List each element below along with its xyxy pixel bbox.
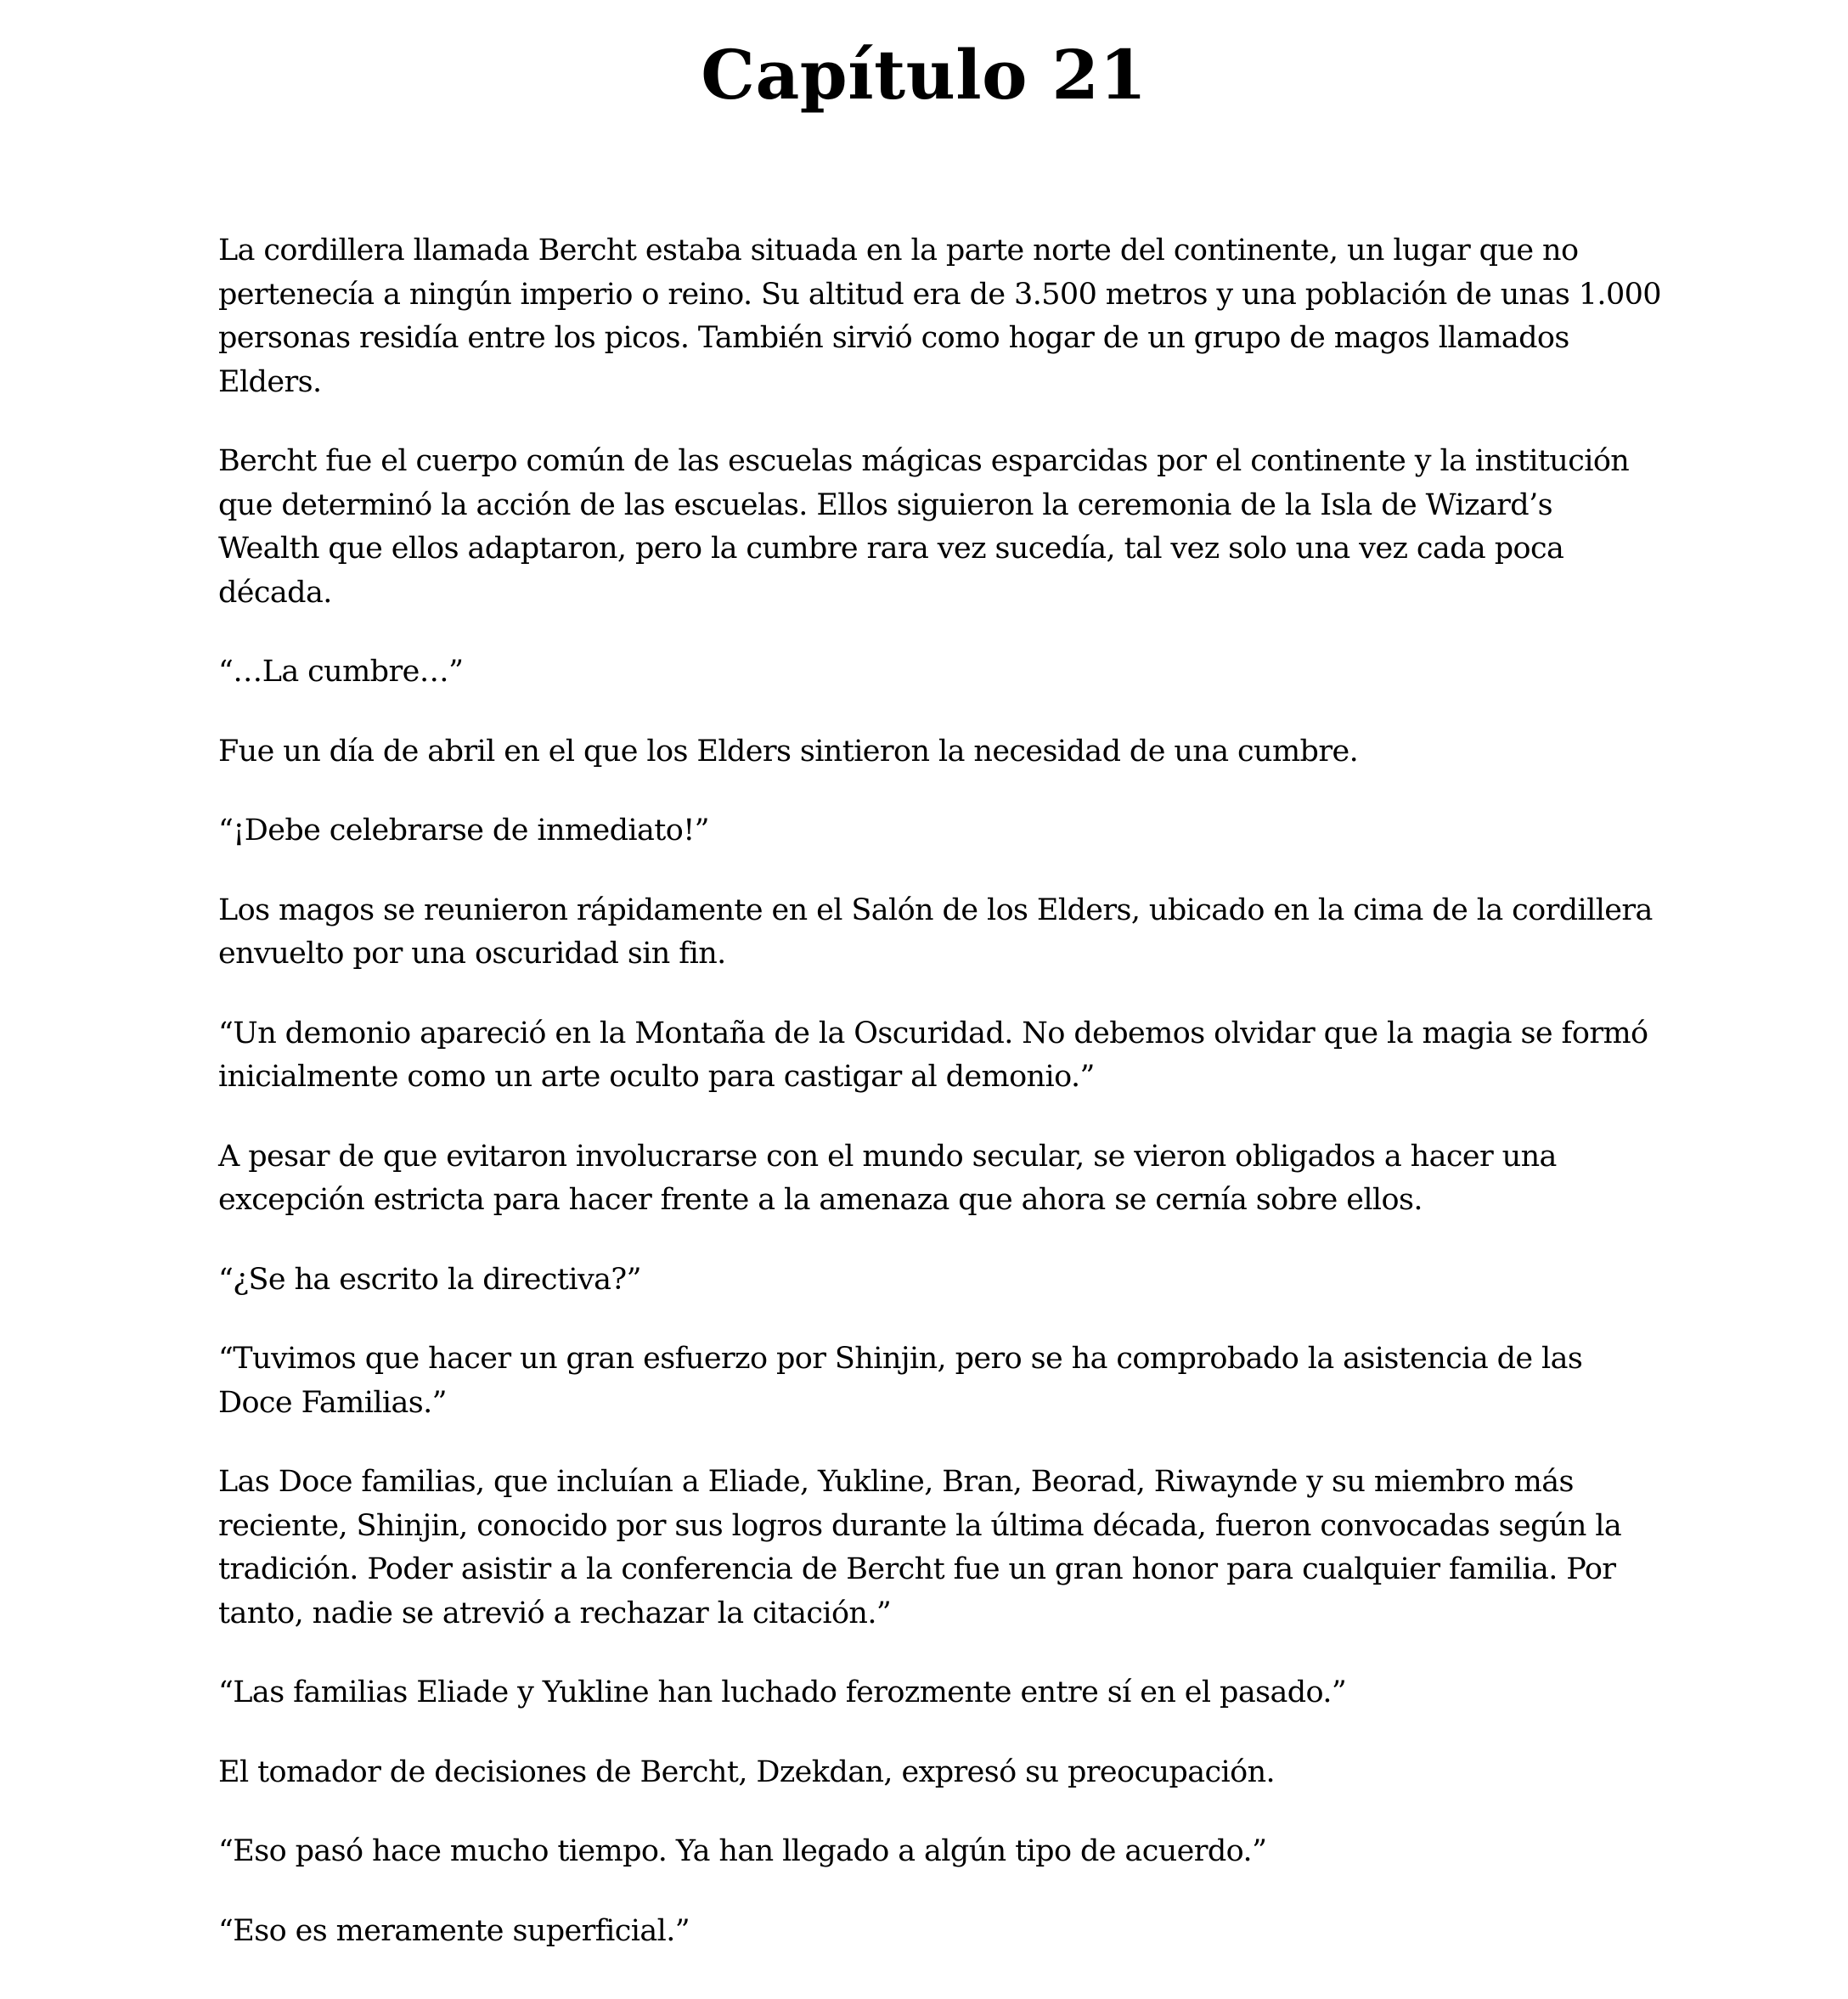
dialogue-line: “¿Se ha escrito la directiva?”: [218, 1262, 641, 1297]
paragraph: El tomador de decisiones de Bercht, Dzekdan, expresó su preocupación.: [218, 1754, 1276, 1789]
dialogue-line: “Las familias Eliade y Yukline han luchado ferozmente entre sí en el pasado.”: [218, 1675, 1347, 1709]
paragraph: A pesar de que evitaron involucrarse con el mundo secular, se vieron obligados a hacer una excepción estricta para hacer frente a la amenaza que ahora se cernía sobre ellos.: [218, 1139, 1557, 1217]
chapter-title: Capítulo 21: [701, 35, 1147, 115]
dialogue-line: “…La cumbre…”: [218, 655, 464, 689]
dialogue-line: “Un demonio apareció en la Montaña de la Oscuridad. No debemos olvidar que la magia se formó inicialmente como un arte oculto para castigar al demonio.”: [218, 1016, 1648, 1094]
paragraph: Las Doce familias, que incluían a Eliade, Yukline, Bran, Beorad, Riwaynde y su miembro más reciente, Shinjin, conocido por sus logros durante la última década, fueron convocadas según la tradición. Poder asistir a la conferencia de Bercht fue un gran honor para cualquier familia. Por tanto, nadie se atrevió a rechazar la citación.”: [218, 1465, 1622, 1630]
paragraph: Los magos se reunieron rápidamente en el Salón de los Elders, ubicado en la cima de la cordillera envuelto por una oscuridad sin fin.: [218, 893, 1653, 971]
paragraph: Bercht fue el cuerpo común de las escuelas mágicas esparcidas por el continente y la institución que determinó la acción de las escuelas. Ellos siguieron la ceremonia de la Isla de Wizard’s Wealth que ellos adaptaron, pero la cumbre rara vez sucedía, tal vez solo una vez cada poca década.: [218, 444, 1630, 610]
dialogue-line: “¡Debe celebrarse de inmediato!”: [218, 814, 709, 847]
paragraph: La cordillera llamada Bercht estaba situada en la parte norte del continente, un lugar que no pertenecía a ningún imperio o reino. Su altitud era de 3.500 metros y una población de unas 1.000 personas residía entre los picos. También sirvió como hogar de un grupo de magos llamados Elders.: [218, 234, 1661, 399]
paragraph: Fue un día de abril en el que los Elders sintieron la necesidad de una cumbre.: [218, 734, 1359, 769]
chapter-body: [218, 229, 1662, 1989]
dialogue-line: “Eso es meramente superficial.”: [218, 1913, 690, 1948]
dialogue-line: “Eso pasó hace mucho tiempo. Ya han llegado a algún tipo de acuerdo.”: [218, 1834, 1267, 1868]
dialogue-line: “Tuvimos que hacer un gran esfuerzo por Shinjin, pero se ha comprobado la asistencia de las Doce Familias.”: [218, 1342, 1583, 1420]
